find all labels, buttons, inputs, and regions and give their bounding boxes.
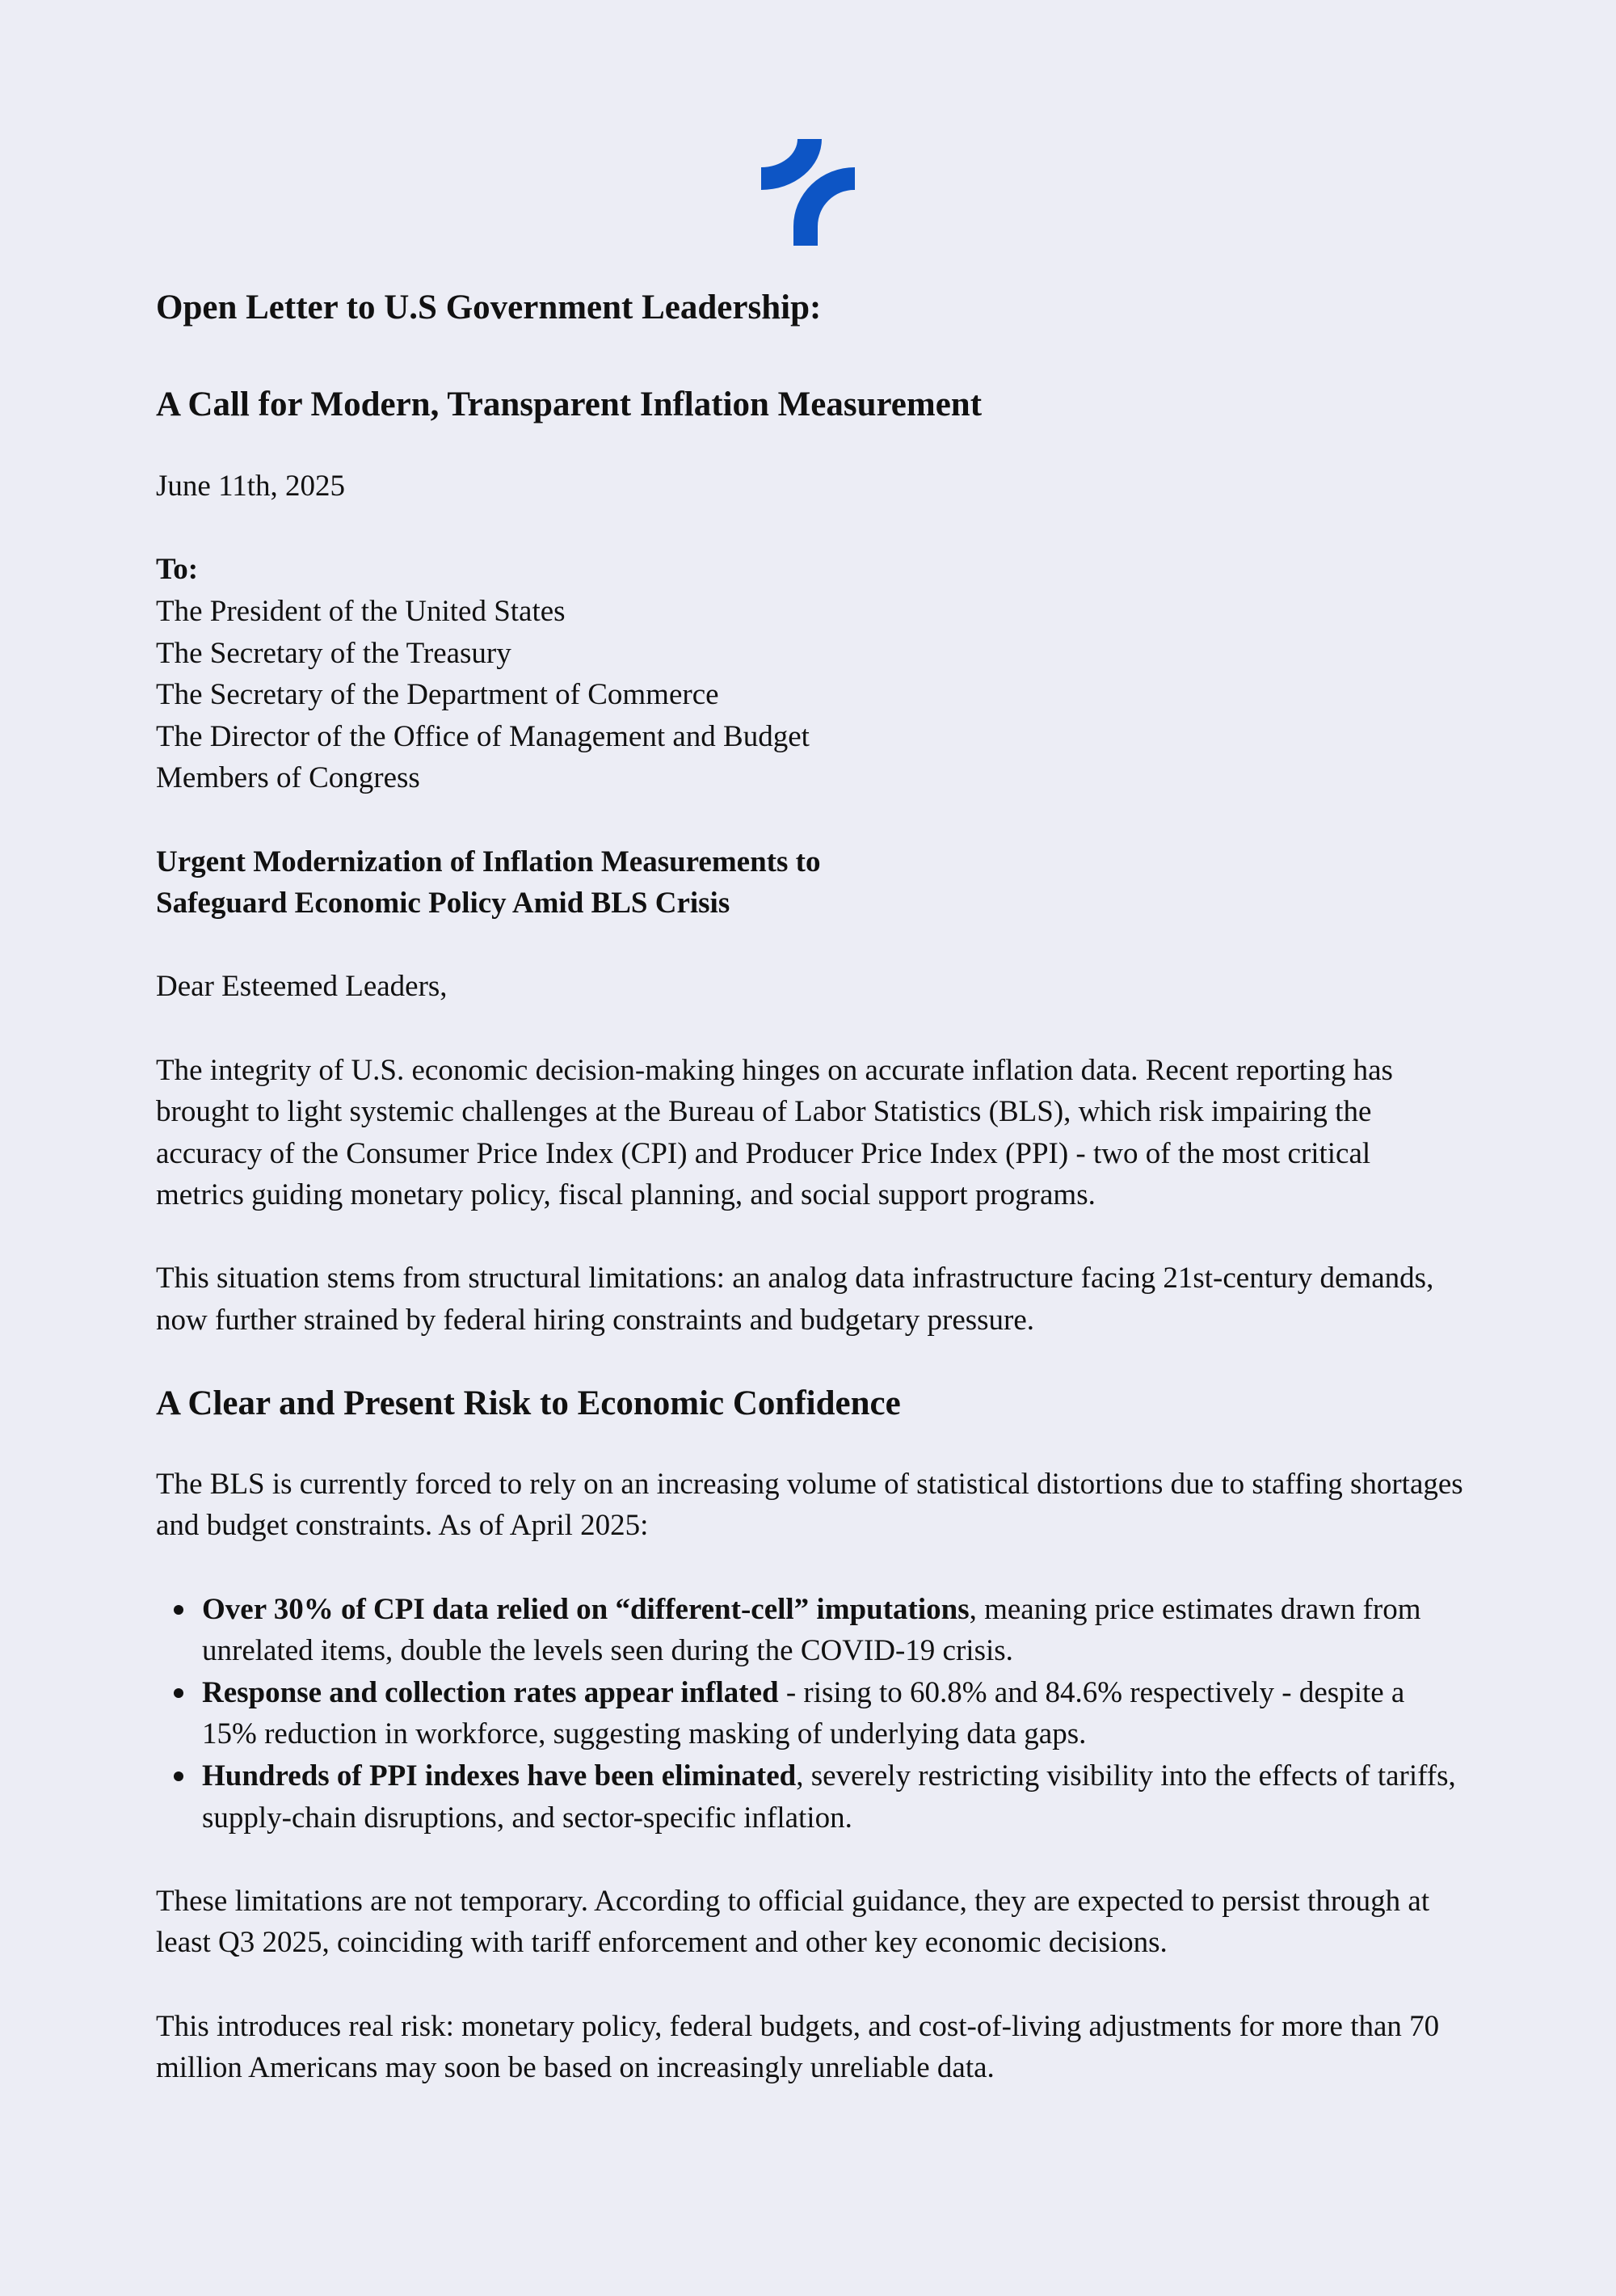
bullet-dot-icon: [174, 1772, 183, 1781]
bullet-item: [156, 1672, 1465, 1755]
risk-bullet-list: [156, 1589, 1465, 1839]
recipient: The Secretary of the Department of Commerce: [156, 678, 719, 712]
paragraph-intro: The integrity of U.S. economic decision-making hinges on accurate inflation data. Recent reporting has brought to light systemic challenges at the Bureau of Labor Statistics (BLS), which risk impairing the accuracy of the Consumer Price Index (CPI) and Producer Price Index (PPI) - two of the most critical metrics guiding monetary policy, fiscal planning, and social support programs.: [156, 1053, 1393, 1212]
paragraph-bls: The BLS is currently forced to rely on an increasing volume of statistical distortions due to staffing shortages and budget constraints. As of April 2025:: [156, 1467, 1463, 1543]
bullet-dot-icon: [174, 1688, 183, 1698]
salutation: Dear Esteemed Leaders,: [156, 970, 448, 1004]
paragraph-not-temporary: These limitations are not temporary. According to official guidance, they are expected to persist through at least Q3 2025, coinciding with tariff enforcement and other key economic decisions.: [156, 1884, 1430, 1960]
bullet-item: [156, 1589, 1465, 1672]
letter-date: June 11th, 2025: [156, 470, 345, 503]
recipient: The Director of the Office of Management and Budget: [156, 719, 810, 753]
bullet-bold-text: Hundreds of PPI indexes have been eliminated: [202, 1759, 797, 1793]
letter-body: [156, 287, 1465, 2130]
bullet-dot-icon: [174, 1605, 183, 1615]
recipient: Members of Congress: [156, 761, 420, 795]
brand-logo: [761, 139, 855, 246]
recipient: The President of the United States: [156, 594, 566, 628]
bullet-text: , meaning price estimates drawn from unrelated items, double the levels seen during the COVID-19 crisis.: [202, 1592, 1421, 1668]
bullet-text: - rising to 60.8% and 84.6% respectively - despite a 15% reduction in workforce, suggesting masking of underlying data gaps.: [202, 1675, 1405, 1751]
bullet-item: [156, 1755, 1465, 1839]
logo-lower-arc: [793, 167, 855, 246]
subject-line: [156, 841, 1465, 925]
subject-line-2: Safeguard Economic Policy Amid BLS Crisis: [156, 887, 730, 921]
bullet-bold-text: Over 30% of CPI data relied on “different-cell” imputations: [202, 1592, 970, 1626]
recipient: The Secretary of the Treasury: [156, 636, 511, 670]
brand-cross-logo-icon: [761, 139, 855, 246]
bullet-bold-text: Response and collection rates appear inflated: [202, 1675, 779, 1709]
paragraph-real-risk: This introduces real risk: monetary policy, federal budgets, and cost-of-living adjustments for more than 70 million Americans may soon be based on increasingly unreliable data.: [156, 2009, 1440, 2085]
paragraph-structural: This situation stems from structural limitations: an analog data infrastructure facing 21st-century demands, now further strained by federal hiring constraints and budgetary pressure.: [156, 1262, 1434, 1338]
subject-line-1: Urgent Modernization of Inflation Measurements to: [156, 845, 821, 878]
section-heading-risk: A Clear and Present Risk to Economic Confidence: [156, 1384, 901, 1423]
logo-upper-arc: [761, 139, 822, 190]
recipients-block: [156, 549, 1465, 799]
letter-subtitle: A Call for Modern, Transparent Inflation Measurement: [156, 385, 983, 423]
letter-title: Open Letter to U.S Government Leadership:: [156, 289, 822, 326]
to-label: To:: [156, 553, 199, 587]
bullet-text: , severely restricting visibility into the effects of tariffs, supply-chain disruptions, and sector-specific inflation.: [202, 1759, 1456, 1835]
